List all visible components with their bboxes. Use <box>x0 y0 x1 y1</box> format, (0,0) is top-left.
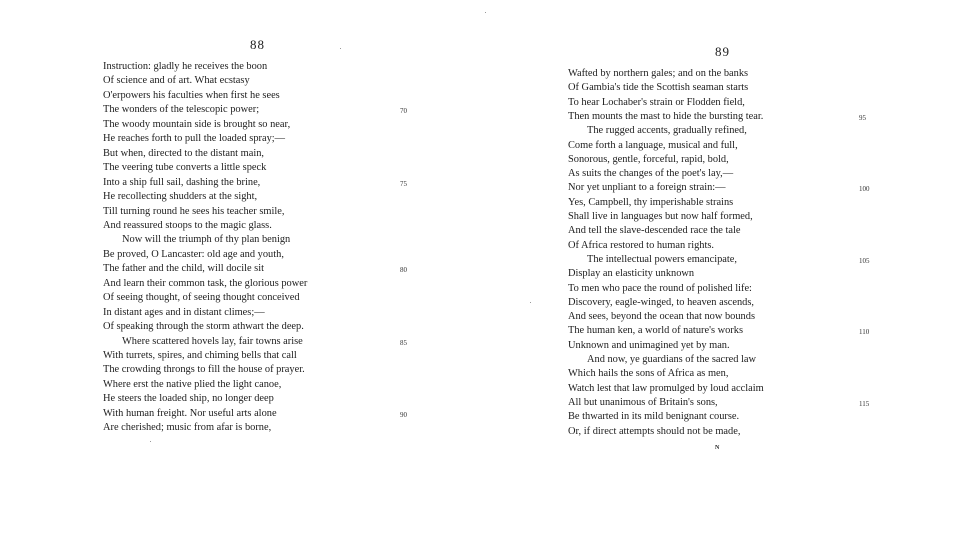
poem-line: Where erst the native plied the light canoe, <box>103 378 282 390</box>
poem-line: And sees, beyond the ocean that now bounds <box>568 311 755 323</box>
signature-mark: N <box>715 445 720 451</box>
poem-line: Till turning round he sees his teacher smile, <box>103 205 285 217</box>
line-number: 70 <box>400 107 407 116</box>
poem-line: Watch lest that law promulged by loud acclaim <box>568 382 764 394</box>
poem-line: Come forth a language, musical and full, <box>568 139 738 151</box>
poem-line: Shall live in languages but now half formed, <box>568 211 753 222</box>
line-number: 85 <box>400 338 407 347</box>
left-page <box>0 0 480 543</box>
line-number: 80 <box>400 266 407 275</box>
poem-line: Unknown and unimagined yet by man. <box>568 339 730 351</box>
line-number: 90 <box>400 410 407 419</box>
poem-line: Discovery, eagle-winged, to heaven ascends, <box>568 296 754 308</box>
poem-line: In distant ages and in distant climes;— <box>103 306 265 318</box>
poem-line: Display an elasticity unknown <box>568 268 695 280</box>
line-number: 75 <box>400 179 407 188</box>
poem-line: Be proved, O Lancaster: old age and youth, <box>103 248 284 260</box>
poem-line: With turrets, spires, and chiming bells that call <box>103 350 297 361</box>
poem-line: With human freight. Nor useful arts alone <box>103 407 277 419</box>
poem-line: Then mounts the mast to hide the bursting tear. <box>568 110 764 122</box>
poem-line: Of Africa restored to human rights. <box>568 239 715 251</box>
poem-line: He steers the loaded ship, no longer deep <box>103 393 274 405</box>
poem-line: To men who pace the round of polished life: <box>568 282 752 294</box>
page-number: 88 <box>250 37 265 52</box>
poem-line: Of seeing thought, of seeing thought conceived <box>103 292 300 304</box>
poem-line: The veering tube converts a little speck <box>103 162 267 174</box>
poem-line: But when, directed to the distant main, <box>103 147 265 159</box>
line-number: 115 <box>859 399 870 408</box>
poem-line: The human ken, a world of nature's works <box>568 325 744 337</box>
poem-line: Nor yet unpliant to a foreign strain:— <box>568 182 726 194</box>
poem-line: As suits the changes of the poet's lay,— <box>568 168 734 180</box>
paper-speck <box>485 12 486 13</box>
poem-line: Be thwarted in its mild benignant course. <box>568 411 740 423</box>
poem-line: Into a ship full sail, dashing the brine, <box>103 176 261 188</box>
poem-line: All but unanimous of Britain's sons, <box>568 396 718 408</box>
line-number: 110 <box>859 328 870 337</box>
poem-line: Where scattered hovels lay, fair towns arise <box>122 335 303 347</box>
poem-line: Sonorous, gentle, forceful, rapid, bold, <box>568 153 729 165</box>
poem-line: Instruction: gladly he receives the boon <box>103 61 268 72</box>
poem-line: And learn their common task, the glorious power <box>103 277 308 289</box>
poem-line: The woody mountain side is brought so near, <box>103 118 291 130</box>
poem-line: He recollecting shudders at the sight, <box>103 191 258 203</box>
poem-line: Are cherished; music from afar is borne, <box>103 422 272 434</box>
poem-line: Of speaking through the storm athwart the deep. <box>103 321 304 333</box>
line-number: 100 <box>859 185 870 194</box>
paper-speck <box>150 441 151 442</box>
poem-line: Or, if direct attempts should not be made, <box>568 425 741 437</box>
page-number: 89 <box>715 44 730 59</box>
line-number: 105 <box>859 256 870 265</box>
poem-line: O'erpowers his faculties when first he sees <box>103 89 280 101</box>
poem-line: And now, ye guardians of the sacred law <box>587 354 756 365</box>
poem-line: The intellectual powers emancipate, <box>587 253 738 265</box>
poem-line: Of Gambia's tide the Scottish seaman starts <box>568 82 749 94</box>
poem-line: Of science and of art. What ecstasy <box>103 75 250 87</box>
line-number: 95 <box>859 113 866 122</box>
paper-speck <box>530 302 531 303</box>
poem-line: Now will the triumph of thy plan benign <box>122 234 291 246</box>
poem-line: Wafted by northern gales; and on the banks <box>568 68 749 79</box>
poem-line: Which hails the sons of Africa as men, <box>568 368 729 380</box>
poem-line: To hear Lochaber's strain or Flodden field, <box>568 96 745 108</box>
poem-line: The crowding throngs to fill the house of prayer. <box>103 364 305 376</box>
poem-line: The wonders of the telescopic power; <box>103 104 260 116</box>
right-page <box>490 0 980 543</box>
poem-line: And tell the slave-descended race the tale <box>568 225 741 237</box>
poem-line: The rugged accents, gradually refined, <box>587 125 747 137</box>
poem-line: And reassured stoops to the magic glass. <box>103 219 272 231</box>
paper-speck <box>340 48 341 49</box>
poem-line: He reaches forth to pull the loaded spray;— <box>103 133 286 145</box>
poem-line: The father and the child, will docile sit <box>103 263 265 275</box>
poem-line: Yes, Campbell, thy imperishable strains <box>568 196 734 208</box>
